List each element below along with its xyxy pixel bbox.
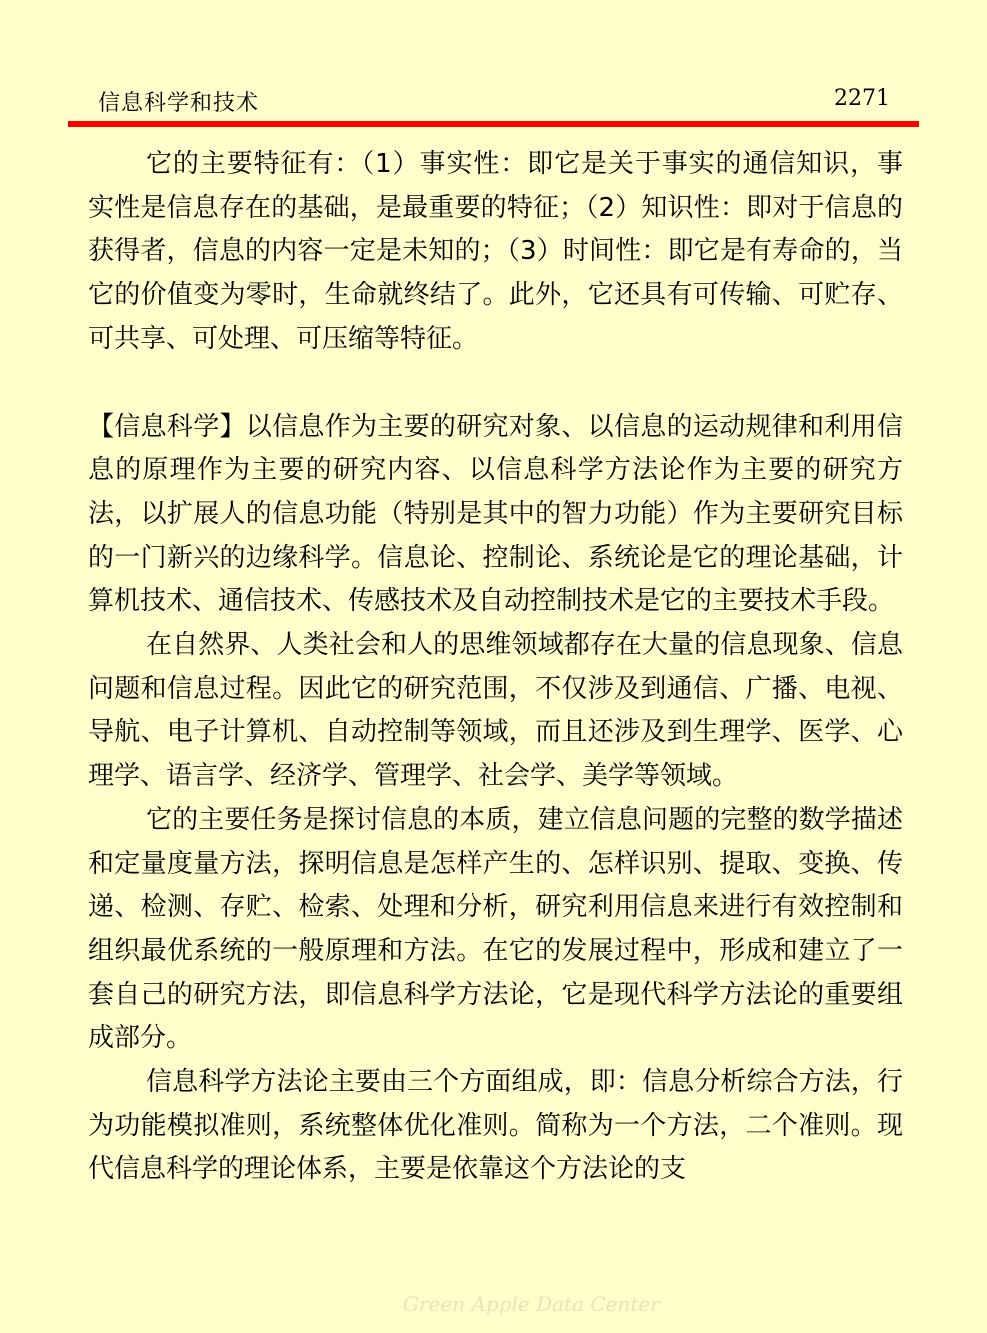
paragraph-methodology: 信息科学方法论主要由三个方面组成，即：信息分析综合方法，行为功能模拟准则，系统整体优化准则。简称为一个方法，二个准则。现代信息科学的理论体系，主要是依靠这个方法论的支	[88, 1067, 903, 1185]
page-number: 2271	[834, 86, 890, 111]
running-title: 信息科学和技术	[98, 91, 260, 116]
body-text	[88, 143, 903, 1192]
paragraph-main-tasks: 它的主要任务是探讨信息的本质，建立信息问题的完整的数学描述和定量度量方法，探明信息是怎样产生的、怎样识别、提取、变换、传递、检测、存贮、检索、处理和分析，研究利用信息来进行有效控制和组织最优系统的一般原理和方法。在它的发展过程中，形成和建立了一套自己的研究方法，即信息科学方法论，它是现代科学方法论的重要组成部分。	[88, 804, 903, 1054]
page-header	[68, 86, 918, 116]
entry-definition-text: 以信息作为主要的研究对象、以信息的运动规律和利用信息的原理作为主要的研究内容、以信息科学方法论作为主要的研究方法，以扩展人的信息功能（特别是其中的智力功能）作为主要研究目标的一门新兴的边缘科学。信息论、控制论、系统论是它的理论基础，计算机技术、通信技术、传感技术及自动控制技术是它的主要技术手段。	[88, 411, 903, 617]
entry-term: 【信息科学】	[88, 411, 246, 442]
paragraph-research-scope: 在自然界、人类社会和人的思维领域都存在大量的信息现象、信息问题和信息过程。因此它的研究范围，不仅涉及到通信、广播、电视、导航、电子计算机、自动控制等领域，而且还涉及到生理学、医学、心理学、语言学、经济学、管理学、社会学、美学等领域。	[88, 630, 903, 792]
watermark: Green Apple Data Center	[403, 1292, 660, 1316]
paragraph-entry-definition	[88, 406, 903, 625]
paragraph-characteristics: 它的主要特征有：（1）事实性：即它是关于事实的通信知识，事实性是信息存在的基础，是最重要的特征；（2）知识性：即对于信息的获得者，信息的内容一定是未知的；（3）时间性：即它是有寿命的，当它的价值变为零时，生命就终结了。此外，它还具有可传输、可贮存、可共享、可处理、可压缩等特征。	[88, 149, 903, 354]
header-rule	[68, 121, 919, 127]
